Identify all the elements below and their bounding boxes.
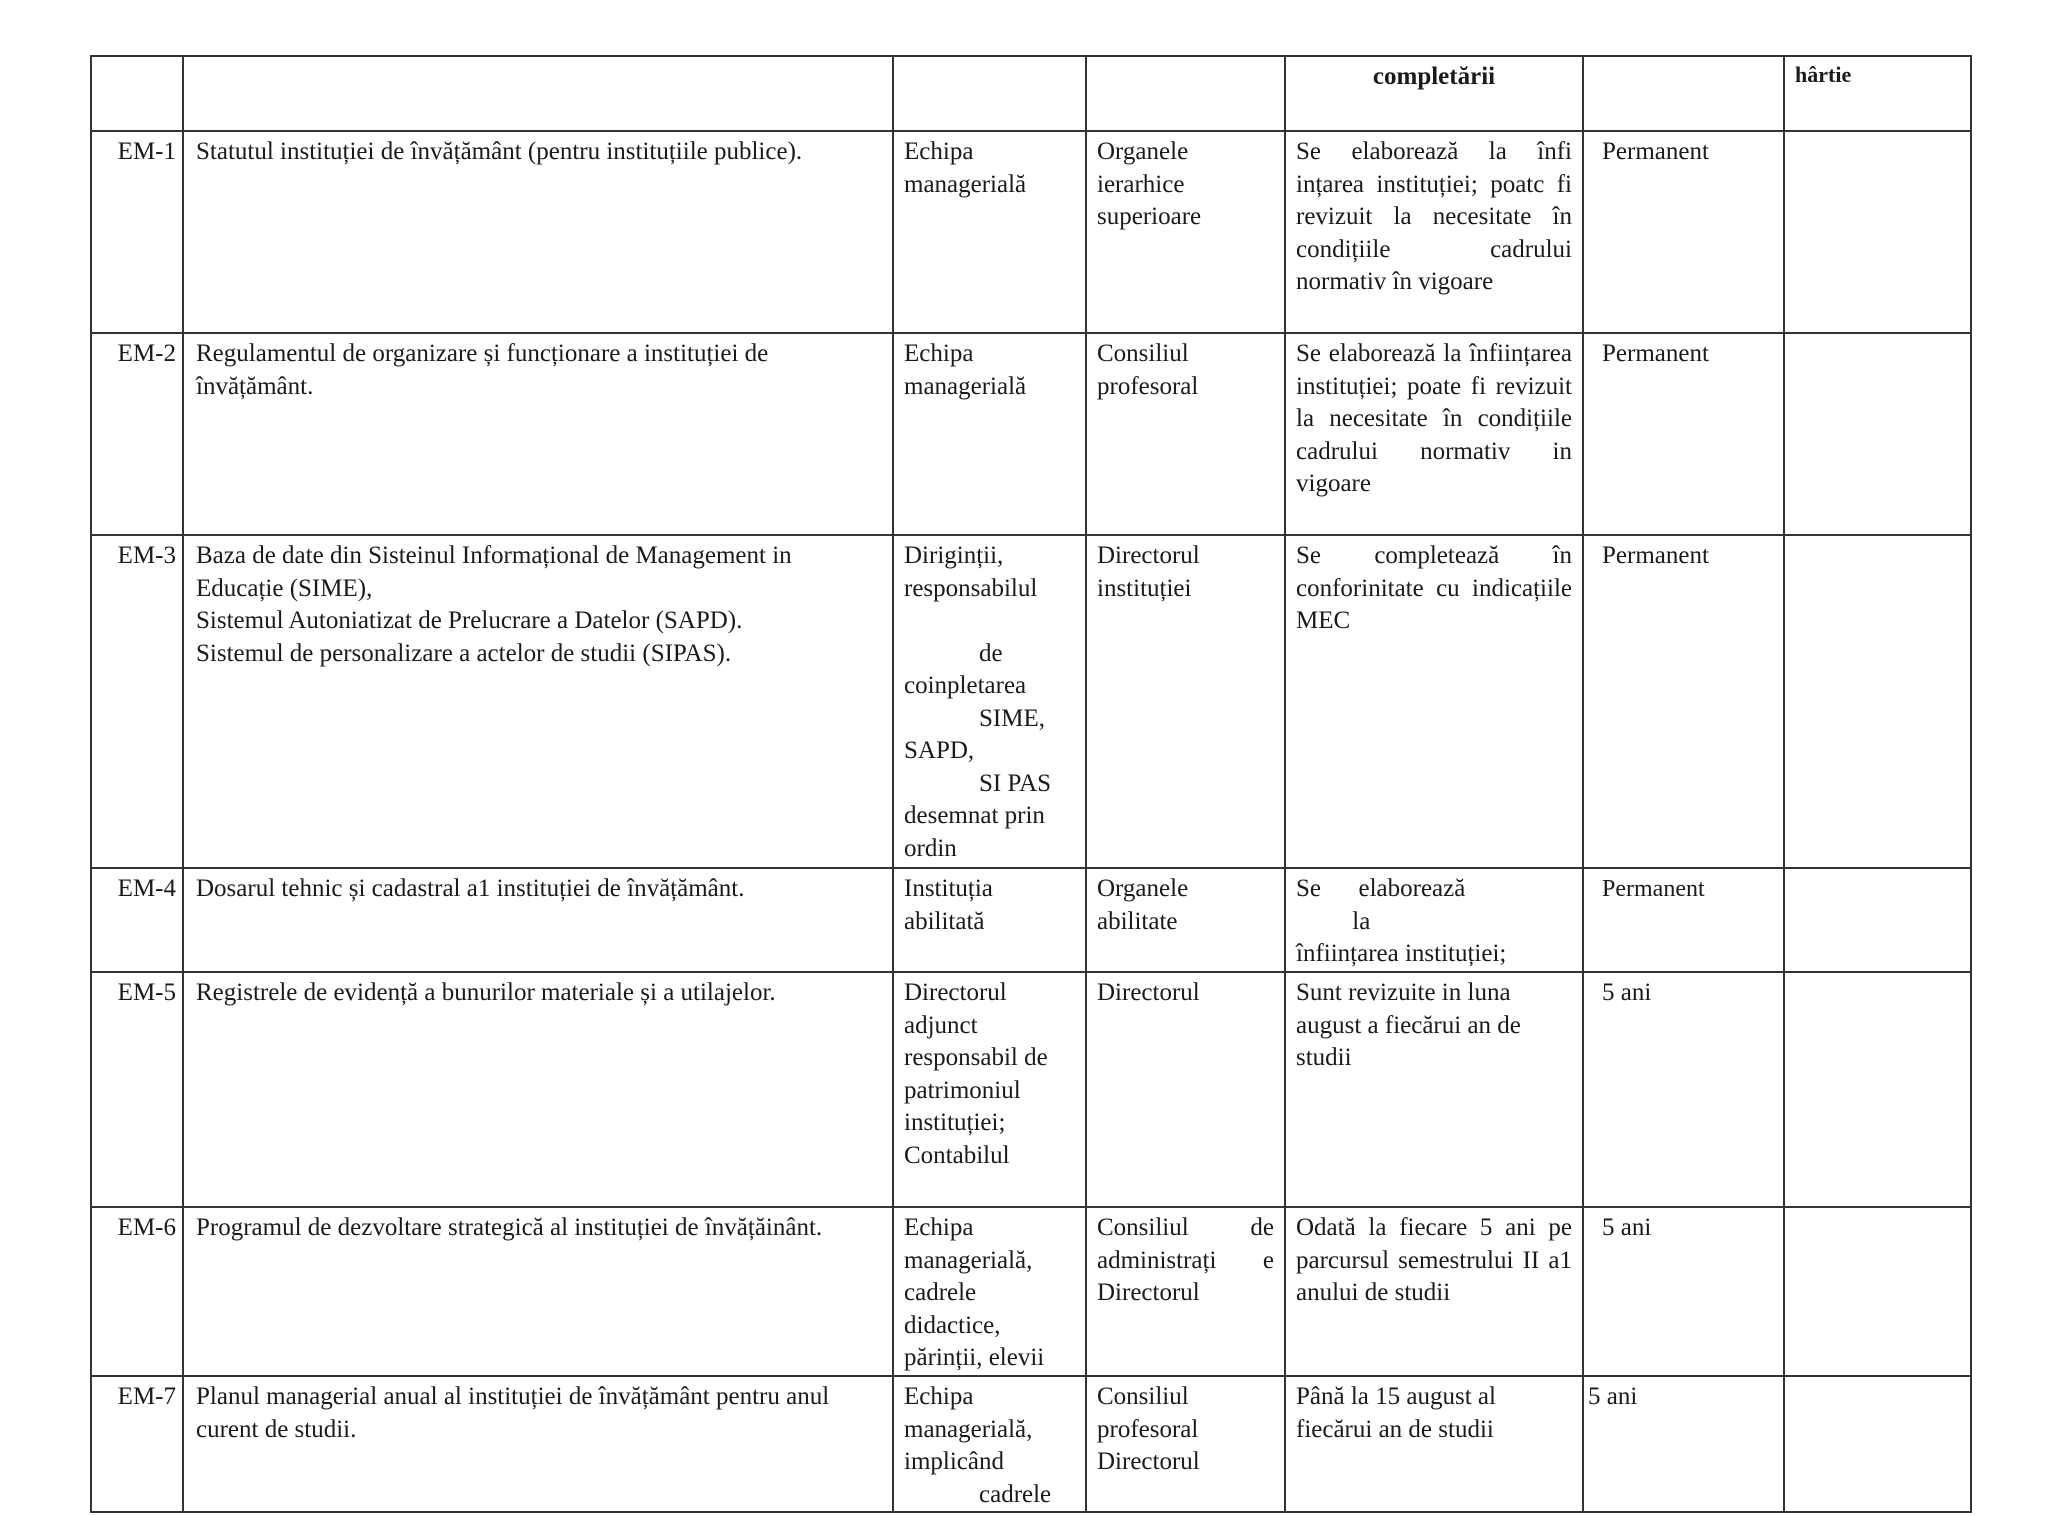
row-paper: [1784, 1376, 1971, 1512]
table-row: [91, 535, 1971, 868]
row-responsible: Echipa managerială, implicând cadrele: [893, 1376, 1086, 1512]
row-approved-by: Consiliul profesoral Directorul: [1086, 1376, 1285, 1512]
table-row: [91, 333, 1971, 535]
header-cell-completion: completării: [1285, 56, 1583, 131]
row-responsible: Echipa managerială: [893, 333, 1086, 535]
row-code: EM-7: [91, 1376, 183, 1512]
row-approved-by: Consiliul de administrați e Directorul: [1086, 1207, 1285, 1376]
row-code: EM-3: [91, 535, 183, 868]
row-code: EM-6: [91, 1207, 183, 1376]
row-mode: Se completează în conforinitate cu indicațiile MEC: [1285, 535, 1583, 868]
header-cell-code: [91, 56, 183, 131]
header-cell-approved: [1086, 56, 1285, 131]
table-row: [91, 1376, 1971, 1512]
row-responsible: Directorul adjunct responsabil de patrimoniul instituției; Contabilul: [893, 972, 1086, 1207]
row-code: EM-5: [91, 972, 183, 1207]
header-cell-document: [183, 56, 893, 131]
row-document: Dosarul tehnic și cadastral a1 instituției de învățământ.: [183, 868, 893, 972]
table-row: [91, 972, 1971, 1207]
row-term: Permanent: [1583, 131, 1784, 333]
row-term: 5 ani: [1583, 972, 1784, 1207]
row-code: EM-2: [91, 333, 183, 535]
row-paper: [1784, 131, 1971, 333]
row-term: Permanent: [1583, 535, 1784, 868]
row-responsible: Diriginții, responsabilul de coinpletarea SIME, SAPD, SI PAS desemnat prin ordin: [893, 535, 1086, 868]
row-approved-by: Organele abilitate: [1086, 868, 1285, 972]
row-document: Baza de date din Sisteinul Informațional de Management in Educație (SIME), Sistemul Autoniatizat de Prelucrare a Datelor (SAPD). Sistemul de personalizare a actelor de studii (SIPAS).: [183, 535, 893, 868]
row-document: Regulamentul de organizare și funcționare a instituției de învățământ.: [183, 333, 893, 535]
table-row: [91, 1207, 1971, 1376]
row-mode: Odată la fiecare 5 ani pe parcursul semestrului II a1 anului de studii: [1285, 1207, 1583, 1376]
row-mode: Se elaborează la înfi ințarea instituției; poatc fi revizuit la necesitate în condițiile cadrului normativ în vigoare: [1285, 131, 1583, 333]
row-paper: [1784, 535, 1971, 868]
row-term: 5 ani: [1583, 1207, 1784, 1376]
row-approved-by: Directorul instituției: [1086, 535, 1285, 868]
row-document: Statutul instituției de învățământ (pentru instituțiile publice).: [183, 131, 893, 333]
row-approved-by: Consiliul profesoral: [1086, 333, 1285, 535]
row-term: Permanent: [1583, 868, 1784, 972]
table-row: [91, 131, 1971, 333]
row-paper: [1784, 868, 1971, 972]
header-cell-responsible: [893, 56, 1086, 131]
header-cell-paper: hârtie: [1784, 56, 1971, 131]
row-approved-by: Organele ierarhice superioare: [1086, 131, 1285, 333]
row-responsible: Instituția abilitată: [893, 868, 1086, 972]
row-mode: Se elaborează la înființarea instituției; poate fi revizuit la necesitate în condițiile cadrului normativ in vigoare: [1285, 333, 1583, 535]
table-row: [91, 868, 1971, 972]
row-paper: [1784, 333, 1971, 535]
row-mode: Sunt revizuite in luna august a fiecărui an de studii: [1285, 972, 1583, 1207]
row-code: EM-4: [91, 868, 183, 972]
row-document: Planul managerial anual al instituției de învățământ pentru anul curent de studii.: [183, 1376, 893, 1512]
row-document: Programul de dezvoltare strategică al instituției de învățăinânt.: [183, 1207, 893, 1376]
header-row: [91, 56, 1971, 131]
row-paper: [1784, 972, 1971, 1207]
row-responsible: Echipa managerială, cadrele didactice, părinții, elevii: [893, 1207, 1086, 1376]
row-mode: Până la 15 august al fiecărui an de studii: [1285, 1376, 1583, 1512]
row-responsible: Echipa managerială: [893, 131, 1086, 333]
documents-register-table: [90, 55, 1972, 1513]
row-approved-by: Directorul: [1086, 972, 1285, 1207]
row-term: 5 ani: [1583, 1376, 1784, 1512]
header-cell-term: [1583, 56, 1784, 131]
row-term: Permanent: [1583, 333, 1784, 535]
row-mode: Se elaborează la înființarea instituției;: [1285, 868, 1583, 972]
row-code: EM-1: [91, 131, 183, 333]
row-paper: [1784, 1207, 1971, 1376]
row-document: Registrele de evidență a bunurilor materiale și a utilajelor.: [183, 972, 893, 1207]
